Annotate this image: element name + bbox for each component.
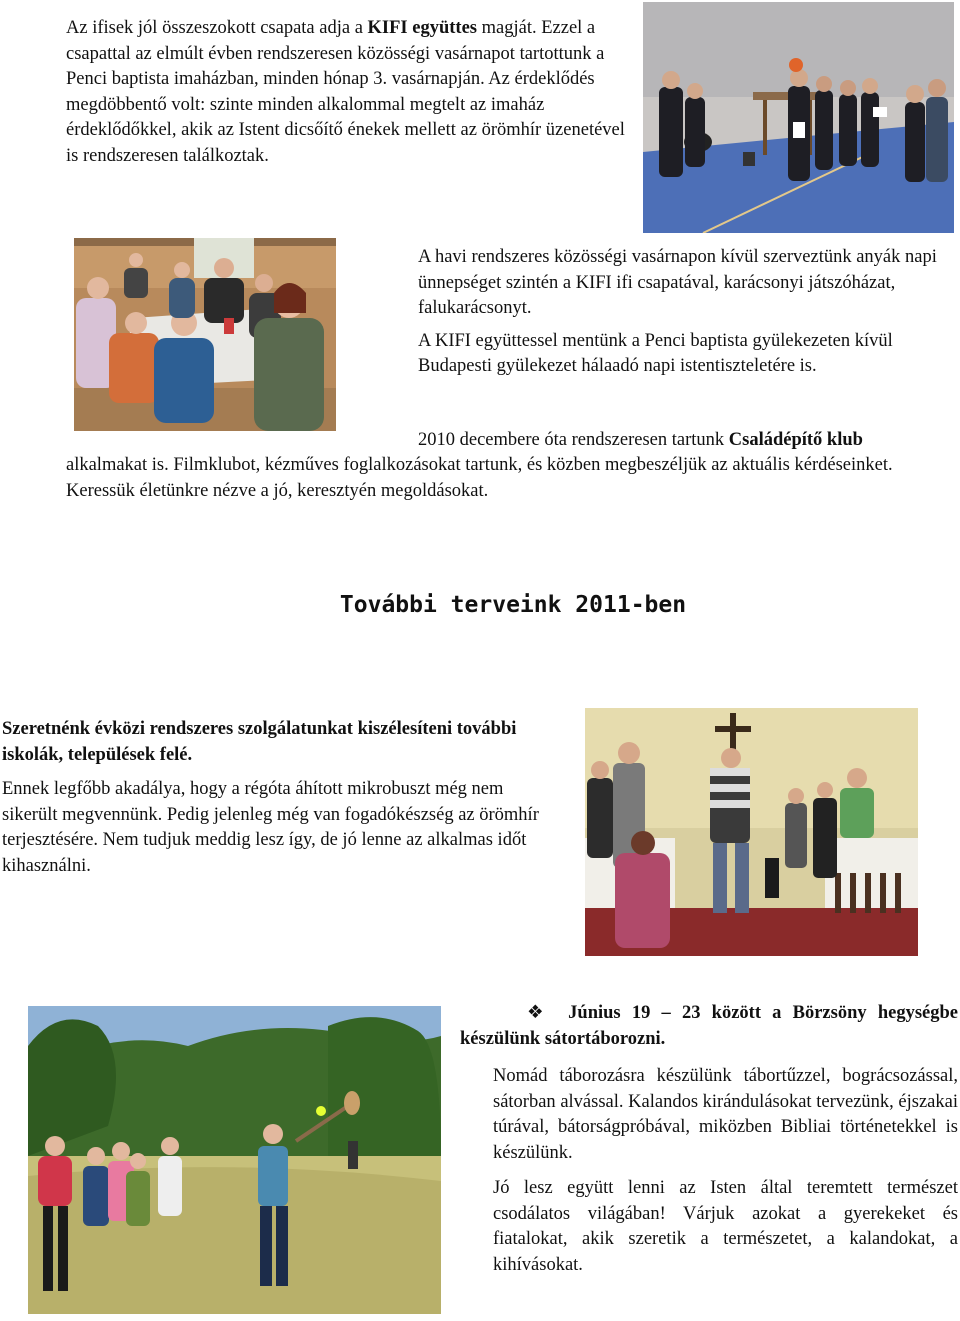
camp-section [493,1064,958,1278]
kifi-name: KIFI együttes [367,18,477,38]
club-paragraph: alkalmakat is. Filmklubot, kézműves foglalkozásokat tartunk, és közben megbeszéljük az aktuális kérdéseinket. Keressük életünkre nézve a jó, keresztyén megoldásokat. [66,455,893,501]
camp-title [460,1001,958,1052]
plans-heading: További terveink 2011-ben [339,592,687,618]
plans-bold-text: Szeretnénk évközi rendszeres szolgálatunkat kiszélesíteni további iskolák, települések felé. [2,719,517,765]
activities-paragraph-1: A havi rendszeres közösségi vasárnapon kívül szerveztünk anyák napi ünnepséget szintén a KIFI ifi csapatával, karácsonyi játszóházat, falukarácsonyt. [418,247,937,318]
activities-section [418,245,950,380]
plans-bold-paragraph [2,717,562,768]
bullet-diamond-icon: ❖ [527,1003,551,1023]
club-name: Családépítő klub [728,430,863,450]
meadow-ball-game-photo [28,1006,441,1314]
band-performance-photo [643,2,954,233]
camp-paragraph-1: Nomád táborozásra készülünk tábortűzzel, bográcsozással, sátorban alvással. Kalandos kirándulásokat tervezünk, éjszakai túrával, bátorságpróbával, miközben Bibliai történetekkel is készülünk. [493,1066,958,1163]
intro-text-rest: magját. Ezzel a csapattal az elmúlt évben rendszeresen közösségi vasárnapot tartottunk a Penci baptista imaházban, minden hónap 3. vasárnapján. Az érdeklődés megdöbbentő volt: szinte minden alkalommal megtelt az imaház érdeklődőkkel, akik az Istent dicsőítő énekek mellett az örömhír üzenetével is rendszeresen találkoztak. [66,18,625,166]
intro-text: Az ifisek jól összeszokott csapata adja a [66,18,368,38]
club-first-line [418,428,958,454]
intro-paragraph [66,16,626,169]
plans-paragraph: Ennek legfőbb akadálya, hogy a régóta áhított mikrobuszt még nem sikerült megvennünk. Pedig jelenleg még van fogadókészség az örömhír terjesztésére. Nem tudjuk meddig lesz így, de jó lenne az alkalmas időt kihasználni. [2,779,539,876]
plans-section [2,717,562,879]
club-text: 2010 decembere óta rendszeresen tartunk [418,430,729,450]
camp-paragraph-2: Jó lesz együtt lenni az Isten által teremtett természet csodálatos világában! Várjuk azokat a gyerekeket és fiatalokat, akik szeretik a természetet, a kalandokat, a kihívásokat. [493,1178,958,1275]
activities-paragraph-2: A KIFI együttessel mentünk a Penci baptista gyülekezeten kívül Budapesti gyülekezet hálaadó napi istentiszteletére is. [418,330,893,376]
camp-title-text: Június 19 – 23 között a Börzsöny hegységbe készülünk sátortáborozni. [460,1003,958,1049]
children-at-table-photo [74,238,336,431]
youth-stage-play-photo [585,708,918,956]
